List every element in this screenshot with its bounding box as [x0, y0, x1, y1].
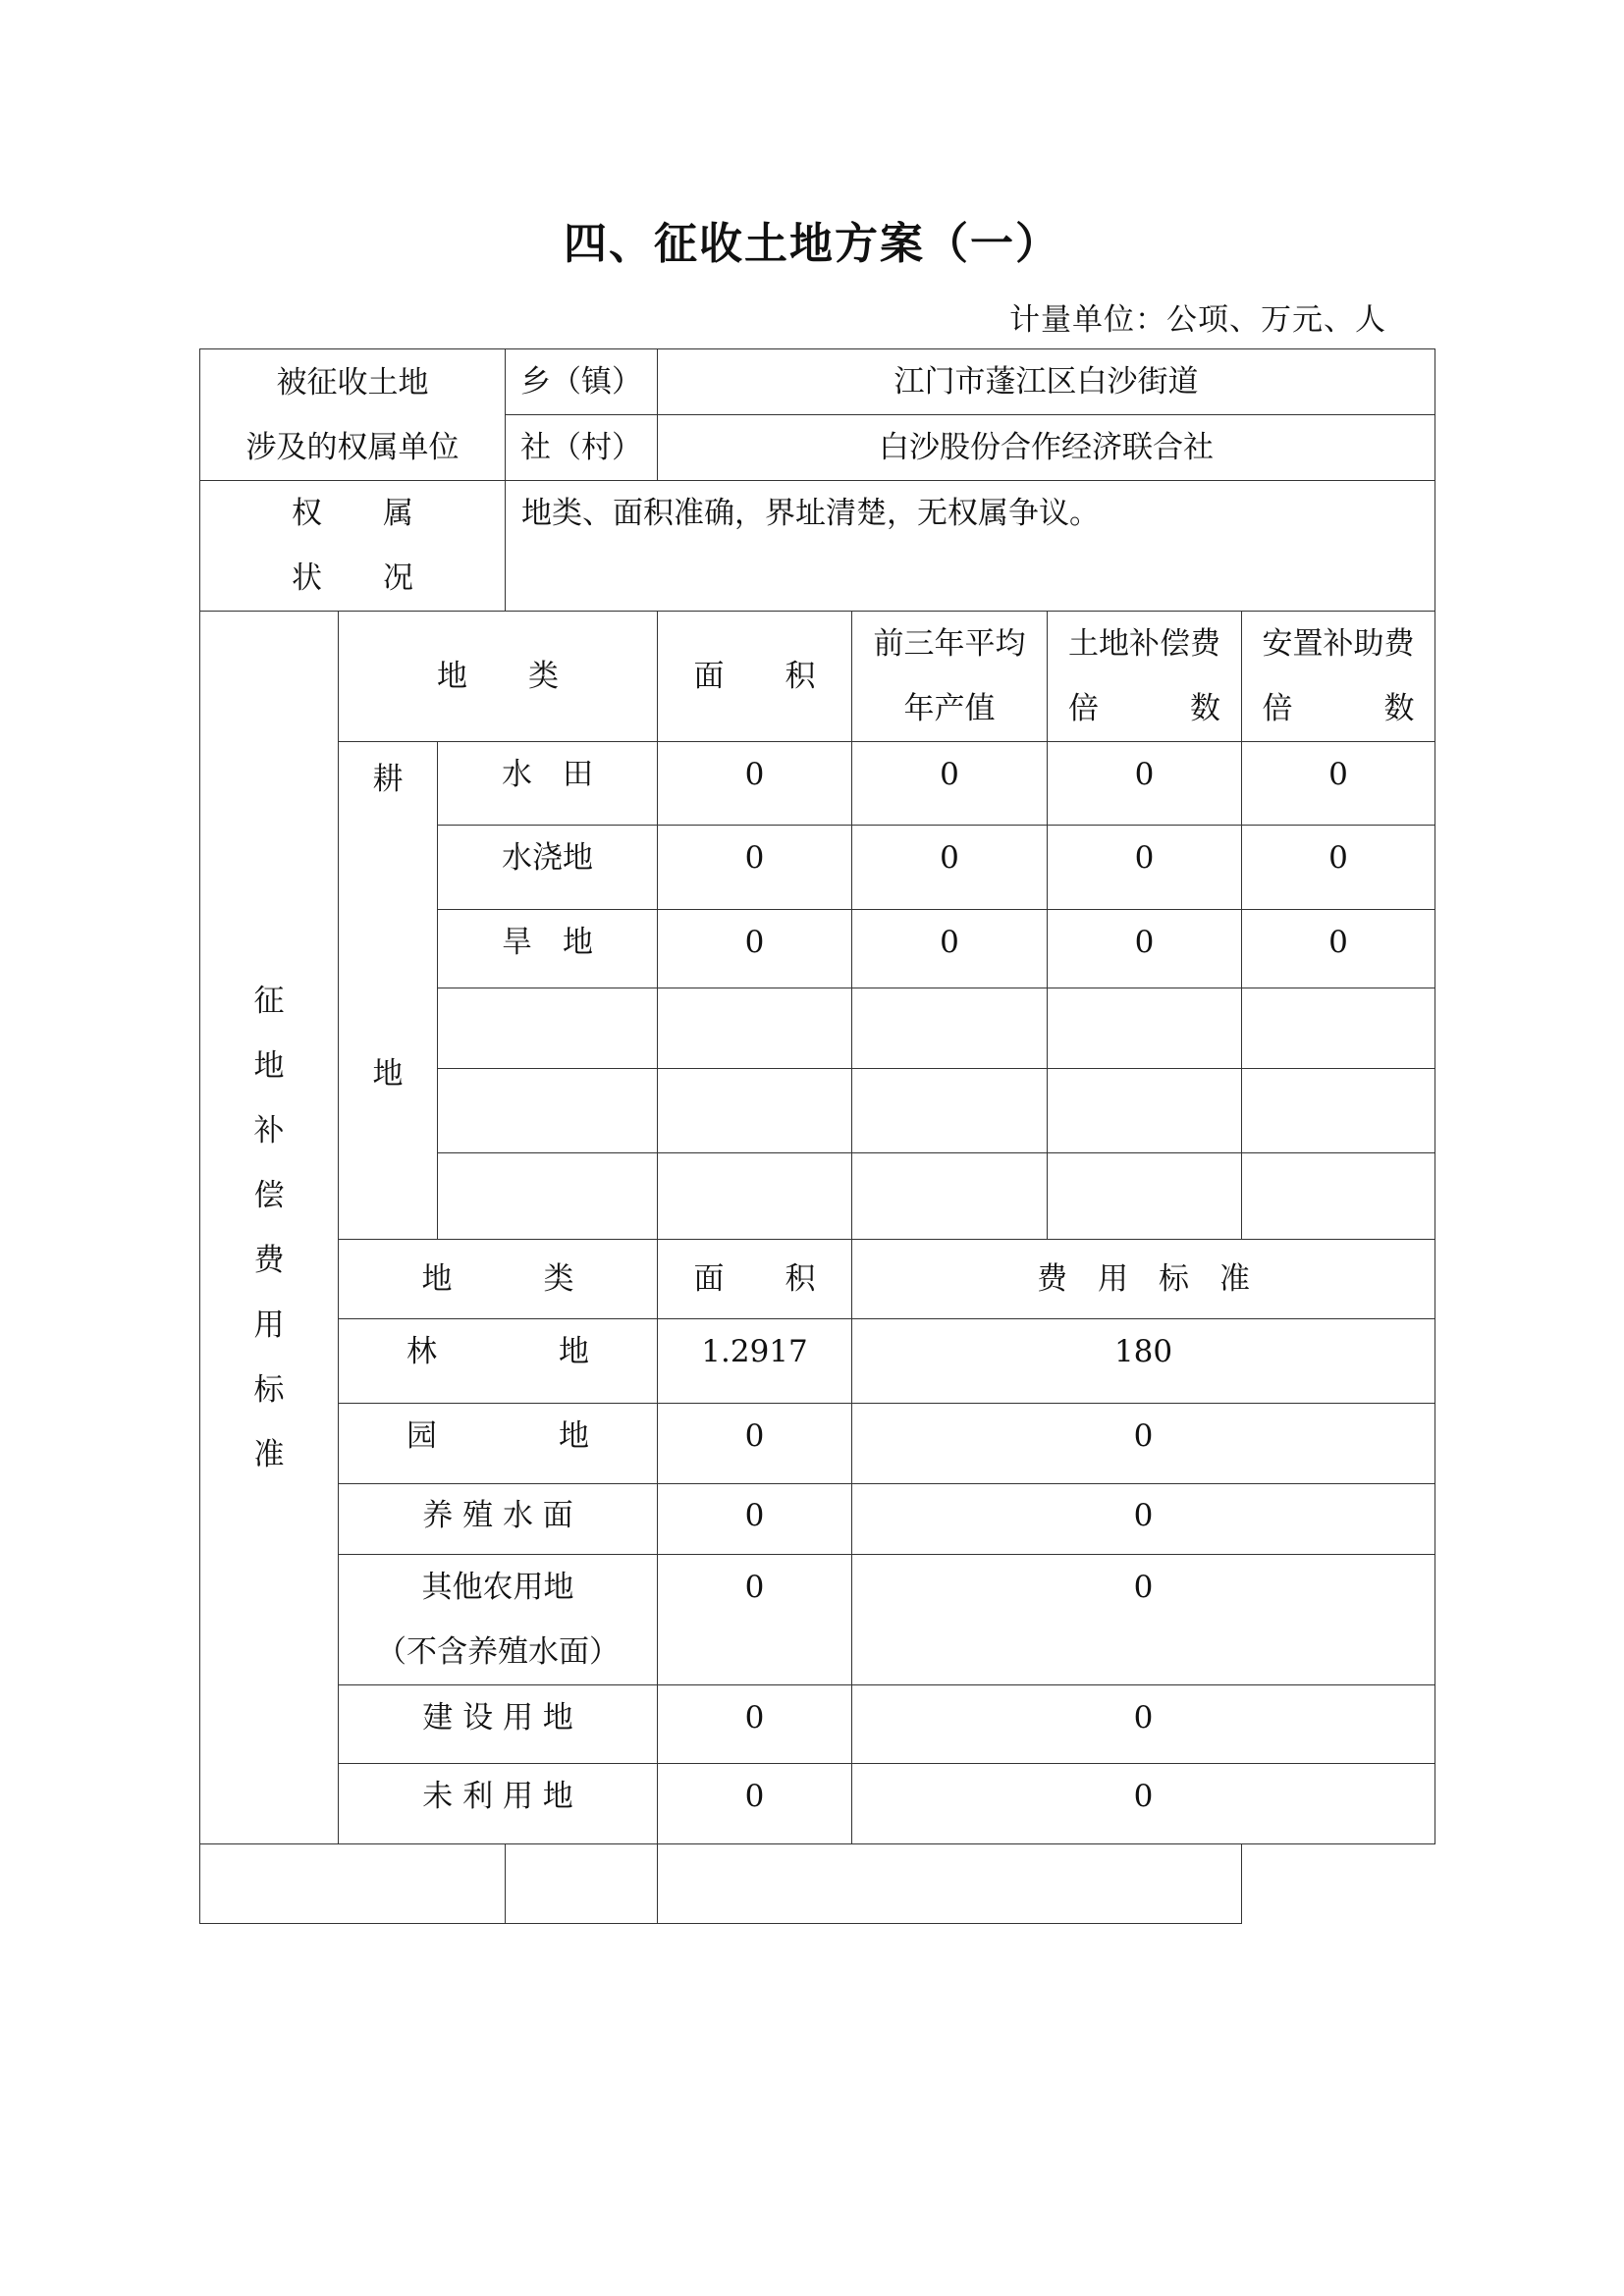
- page-title: 四、征收土地方案（一）: [564, 219, 1060, 269]
- township-value: 江门市蓬江区白沙街道: [658, 349, 1435, 415]
- table-row: [200, 1484, 1435, 1555]
- resettle-line2: 倍 数: [1262, 691, 1415, 726]
- area-cell: 0: [658, 742, 852, 826]
- land-type-line1: 其他农用地: [421, 1570, 574, 1605]
- comp-cell: 0: [1048, 910, 1242, 988]
- arable-header-row: [200, 612, 1435, 742]
- section-char: 用: [253, 1307, 285, 1343]
- land-type-cell: 园 地: [339, 1404, 658, 1484]
- resettle-cell: 0: [1242, 742, 1435, 826]
- arable-group-bottom: 地: [372, 1056, 404, 1092]
- empty-cell: [1048, 988, 1242, 1069]
- other-header-area: 面 积: [658, 1240, 852, 1319]
- owner-label-line1: 被征收土地: [276, 364, 429, 400]
- land-type-cell: 建 设 用 地: [339, 1685, 658, 1764]
- empty-cell: [852, 988, 1048, 1069]
- table-row: [200, 1319, 1435, 1404]
- village-label: 社（村）: [506, 415, 658, 481]
- standard-cell: 0: [852, 1484, 1435, 1555]
- table-row: [200, 1404, 1435, 1484]
- comp-line2: 倍 数: [1068, 691, 1221, 726]
- land-type-cell: 水 田: [438, 742, 658, 826]
- land-acquisition-table: [199, 348, 1435, 1924]
- section-char: 征: [253, 983, 285, 1019]
- ownership-status-label-cell: [200, 481, 506, 612]
- resettle-line1: 安置补助费: [1262, 626, 1415, 662]
- avg-output-line2: 年产值: [903, 691, 996, 726]
- comp-cell: 0: [1048, 742, 1242, 826]
- other-header-land-type: 地 类: [339, 1240, 658, 1319]
- comp-cell: 0: [1048, 826, 1242, 910]
- empty-cell: [506, 1844, 658, 1924]
- arable-header-land-type: 地 类: [339, 612, 658, 742]
- avg-cell: 0: [852, 826, 1048, 910]
- land-type-cell: 旱 地: [438, 910, 658, 988]
- standard-cell: 180: [852, 1319, 1435, 1404]
- empty-cell: [658, 1069, 852, 1153]
- land-type-cell: 养 殖 水 面: [339, 1484, 658, 1555]
- section-char: 地: [253, 1047, 285, 1084]
- empty-cell: [438, 1069, 658, 1153]
- owner-label-line2: 涉及的权属单位: [245, 429, 460, 465]
- other-header-standard: 费 用 标 准: [852, 1240, 1435, 1319]
- land-type-line2: （不含养殖水面）: [376, 1634, 621, 1670]
- table-row: [200, 1685, 1435, 1764]
- section-char: 偿: [253, 1177, 285, 1213]
- area-cell: 0: [658, 1404, 852, 1484]
- table-row: [200, 1555, 1435, 1685]
- empty-cell: [438, 1153, 658, 1240]
- village-value: 白沙股份合作经济联合社: [658, 415, 1435, 481]
- land-type-cell: 林 地: [339, 1319, 658, 1404]
- standard-cell: 0: [852, 1555, 1435, 1685]
- arable-group-top: 耕: [372, 762, 404, 797]
- area-cell: 0: [658, 1685, 852, 1764]
- ownership-status-row: [200, 481, 1435, 612]
- area-cell: 0: [658, 1764, 852, 1844]
- resettle-cell: 0: [1242, 826, 1435, 910]
- ownership-status-label-line2: 状 况: [292, 561, 414, 596]
- arable-header-area: 面 积: [658, 612, 852, 742]
- owner-row-township: [200, 349, 1435, 415]
- standard-cell: 0: [852, 1685, 1435, 1764]
- section-char: 费: [253, 1242, 285, 1278]
- arable-header-compensation: [1048, 612, 1242, 742]
- avg-output-line1: 前三年平均: [873, 626, 1026, 662]
- table-row-empty: [200, 1844, 1435, 1924]
- section-label-cell: [200, 612, 339, 1844]
- land-type-cell: 水浇地: [438, 826, 658, 910]
- empty-cell: [1242, 1069, 1435, 1153]
- area-cell: 1.2917: [658, 1319, 852, 1404]
- owner-label-cell: [200, 349, 506, 481]
- avg-cell: 0: [852, 742, 1048, 826]
- section-char: 标: [253, 1371, 285, 1408]
- other-header-row: [200, 1240, 1435, 1319]
- ownership-status-value: 地类、面积准确，界址清楚，无权属争议。: [506, 481, 1435, 612]
- area-cell: 0: [658, 910, 852, 988]
- avg-cell: 0: [852, 910, 1048, 988]
- land-type-cell: 未 利 用 地: [339, 1764, 658, 1844]
- empty-cell: [438, 988, 658, 1069]
- empty-cell: [852, 1153, 1048, 1240]
- arable-header-avg-output: [852, 612, 1048, 742]
- land-type-cell: [339, 1555, 658, 1685]
- area-cell: 0: [658, 826, 852, 910]
- township-label: 乡（镇）: [506, 349, 658, 415]
- empty-cell: [200, 1844, 506, 1924]
- empty-cell: [658, 1153, 852, 1240]
- area-cell: 0: [658, 1555, 852, 1685]
- arable-group-label: [339, 742, 438, 1240]
- empty-cell: [658, 1844, 1242, 1924]
- empty-cell: [1048, 1153, 1242, 1240]
- resettle-cell: 0: [1242, 910, 1435, 988]
- ownership-status-label-line1: 权 属: [292, 496, 414, 531]
- empty-cell: [1242, 988, 1435, 1069]
- unit-label: 计量单位：公项、万元、人: [1009, 302, 1386, 338]
- empty-cell: [1242, 1153, 1435, 1240]
- section-char: 准: [253, 1436, 285, 1472]
- arable-header-resettlement: [1242, 612, 1435, 742]
- comp-line1: 土地补偿费: [1068, 626, 1221, 662]
- standard-cell: 0: [852, 1404, 1435, 1484]
- empty-cell: [658, 988, 852, 1069]
- table-row: [200, 1764, 1435, 1844]
- area-cell: 0: [658, 1484, 852, 1555]
- section-char: 补: [253, 1112, 285, 1148]
- standard-cell: 0: [852, 1764, 1435, 1844]
- empty-cell: [1048, 1069, 1242, 1153]
- empty-cell: [852, 1069, 1048, 1153]
- table-row: [200, 742, 1435, 826]
